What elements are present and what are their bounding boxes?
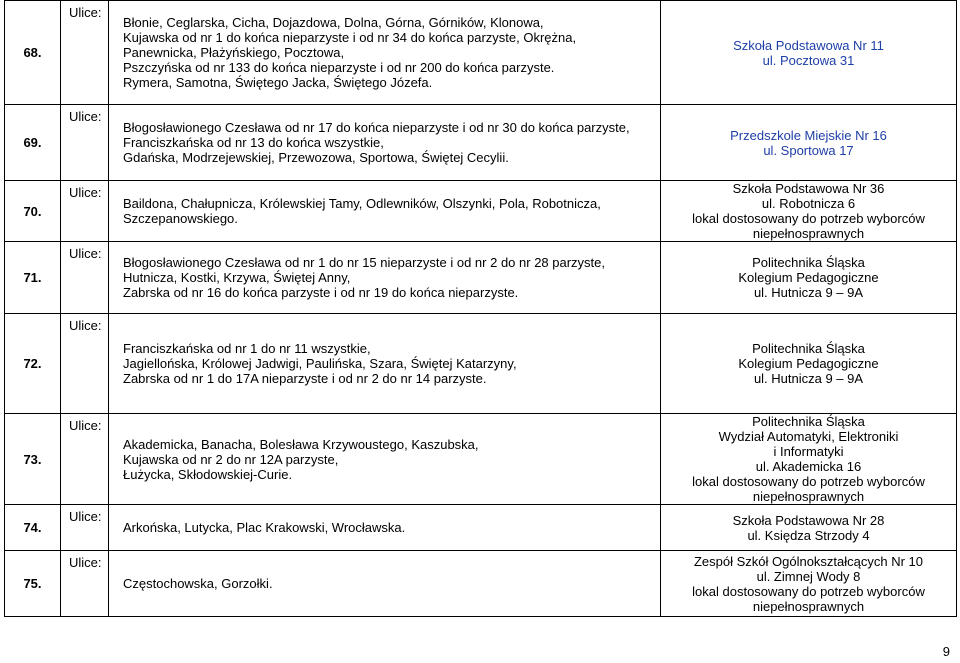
streets-label: Ulice: — [61, 414, 109, 505]
streets-list — [109, 551, 661, 617]
place-line: Szkoła Podstawowa Nr 36 — [732, 181, 885, 196]
streets-list — [109, 1, 661, 105]
street-line: Baildona, Chałupnicza, Królewskiej Tamy, Odlewników, Olszynki, Pola, Robotnicza, — [123, 196, 601, 211]
streets-label: Ulice: — [61, 1, 109, 105]
district-number: 72. — [5, 314, 61, 414]
district-number: 70. — [5, 181, 61, 242]
streets-list — [109, 505, 661, 551]
polling-place — [661, 551, 957, 617]
place-line: Przedszkole Miejskie Nr 16 — [730, 127, 887, 143]
table-row — [5, 1, 957, 105]
table-row — [5, 505, 957, 551]
street-line: Jagiellońska, Królowej Jadwigi, Paulińska, Szara, Świętej Katarzyny, — [123, 356, 517, 371]
street-line: Panewnicka, Płażyńskiego, Pocztowa, — [123, 45, 345, 60]
streets-list — [109, 414, 661, 505]
place-line: ul. Pocztowa 31 — [762, 52, 855, 68]
table-row — [5, 181, 957, 242]
street-line: Szczepanowskiego. — [123, 211, 238, 226]
place-line: Szkoła Podstawowa Nr 28 — [732, 512, 885, 528]
place-line: i Informatyki — [773, 444, 844, 459]
place-line: ul. Hutnicza 9 – 9A — [753, 371, 864, 386]
street-line: Franciszkańska od nr 1 do nr 11 wszystkie, — [123, 341, 371, 356]
street-line: Łużycka, Skłodowskiej-Curie. — [123, 466, 293, 482]
streets-list — [109, 181, 661, 242]
street-line: Arkońska, Lutycka, Plac Krakowski, Wrocławska. — [123, 520, 406, 535]
table-row — [5, 314, 957, 414]
place-line: Wydział Automatyki, Elektroniki — [718, 429, 899, 444]
place-line: Zespół Szkół Ogólnokształcących Nr 10 — [693, 553, 924, 569]
street-line: Kujawska od nr 1 do końca nieparzyste i od nr 34 do końca parzyste, Okrężna, — [123, 30, 577, 45]
polling-districts-table — [4, 0, 957, 617]
streets-label: Ulice: — [61, 505, 109, 551]
streets-list — [109, 242, 661, 314]
place-line: niepełnosprawnych — [752, 226, 865, 241]
table-row — [5, 551, 957, 617]
streets-list — [109, 105, 661, 181]
street-line: Błogosławionego Czesława od nr 17 do końca nieparzyste i od nr 30 do końca parzyste, — [123, 120, 630, 135]
table-body — [5, 1, 957, 617]
place-line: niepełnosprawnych — [752, 598, 865, 614]
table-row — [5, 105, 957, 181]
place-line: ul. Hutnicza 9 – 9A — [753, 285, 864, 300]
street-line: Akademicka, Banacha, Bolesława Krzywoustego, Kaszubska, — [123, 436, 479, 452]
place-line: lokal dostosowany do potrzeb wyborców — [692, 211, 925, 226]
streets-label: Ulice: — [61, 105, 109, 181]
street-line: Błonie, Ceglarska, Cicha, Dojazdowa, Dolna, Górna, Górników, Klonowa, — [123, 15, 544, 30]
street-line: Rymera, Samotna, Świętego Jacka, Świętego Józefa. — [123, 75, 433, 90]
street-line: Zabrska od nr 16 do końca parzyste i od nr 19 do końca nieparzyste. — [123, 285, 519, 300]
streets-list — [109, 314, 661, 414]
polling-place — [661, 242, 957, 314]
polling-place — [661, 414, 957, 505]
streets-label: Ulice: — [61, 314, 109, 414]
place-line: Politechnika Śląska — [752, 341, 865, 356]
streets-label: Ulice: — [61, 242, 109, 314]
district-number: 68. — [5, 1, 61, 105]
place-line: Szkoła Podstawowa Nr 11 — [733, 37, 884, 53]
street-line: Pszczyńska od nr 133 do końca nieparzyste i od nr 200 do końca parzyste. — [123, 60, 555, 75]
table-row — [5, 242, 957, 314]
streets-label: Ulice: — [61, 551, 109, 617]
place-line: ul. Robotnicza 6 — [761, 196, 856, 211]
place-line: Kolegium Pedagogiczne — [738, 356, 879, 371]
page-number: 9 — [942, 644, 950, 659]
place-line: ul. Sportowa 17 — [763, 142, 854, 158]
place-line: ul. Akademicka 16 — [755, 459, 862, 474]
place-line: Politechnika Śląska — [752, 414, 865, 429]
streets-label: Ulice: — [61, 181, 109, 242]
street-line: Gdańska, Modrzejewskiej, Przewozowa, Sportowa, Świętej Cecylii. — [123, 150, 509, 165]
place-line: ul. Księdza Strzody 4 — [747, 527, 870, 543]
district-number: 73. — [5, 414, 61, 505]
polling-place — [661, 505, 957, 551]
place-line: lokal dostosowany do potrzeb wyborców — [692, 474, 925, 489]
place-line: niepełnosprawnych — [752, 489, 865, 504]
place-line: lokal dostosowany do potrzeb wyborców — [692, 583, 925, 599]
polling-place — [661, 1, 957, 105]
district-number: 75. — [5, 551, 61, 617]
street-line: Zabrska od nr 1 do 17A nieparzyste i od nr 2 do nr 14 parzyste. — [123, 371, 487, 386]
place-line: ul. Zimnej Wody 8 — [756, 568, 861, 584]
street-line: Błogosławionego Czesława od nr 1 do nr 15 nieparzyste i od nr 2 do nr 28 parzyste, — [123, 255, 606, 270]
street-line: Częstochowska, Gorzołki. — [123, 576, 273, 591]
polling-place — [661, 181, 957, 242]
district-number: 71. — [5, 242, 61, 314]
street-line: Franciszkańska od nr 13 do końca wszystkie, — [123, 135, 384, 150]
place-line: Kolegium Pedagogiczne — [738, 270, 879, 285]
street-line: Hutnicza, Kostki, Krzywa, Świętej Anny, — [123, 270, 351, 285]
district-number: 69. — [5, 105, 61, 181]
place-line: Politechnika Śląska — [752, 255, 865, 270]
district-number: 74. — [5, 505, 61, 551]
street-line: Kujawska od nr 2 do nr 12A parzyste, — [123, 451, 339, 467]
table-row — [5, 414, 957, 505]
polling-place — [661, 314, 957, 414]
polling-place — [661, 105, 957, 181]
